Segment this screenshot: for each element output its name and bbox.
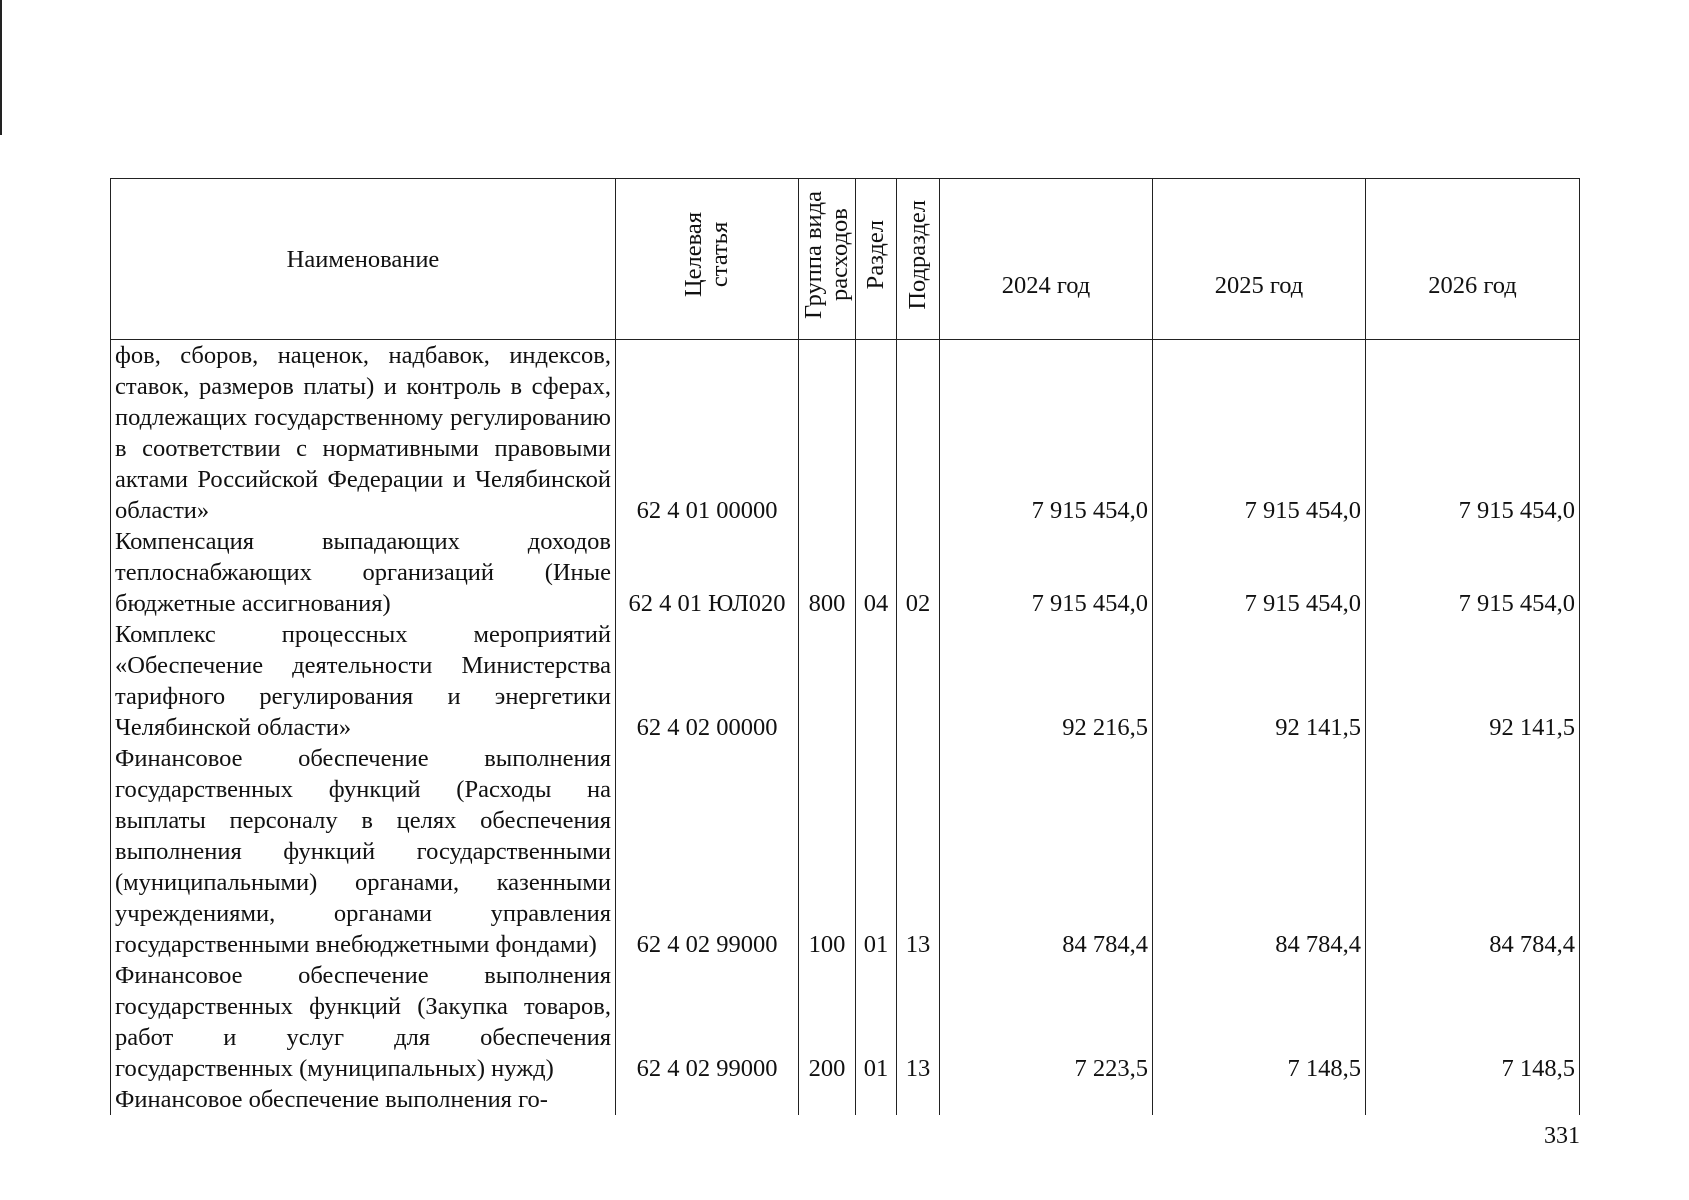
row-expense-group: 200 bbox=[799, 960, 856, 1084]
row-amount-2025: 7 915 454,0 bbox=[1153, 340, 1366, 527]
row-subsection: 02 bbox=[897, 526, 940, 619]
scan-edge-mark bbox=[0, 0, 2, 135]
page-number: 331 bbox=[1544, 1123, 1580, 1149]
row-expense-group: 100 bbox=[799, 743, 856, 960]
header-section-label: Раздел bbox=[862, 220, 889, 290]
row-name: фов, сборов, наценок, надбавок, индексов, ставок, размеров платы) и контроль в сферах, подлежащих государственному регулированию в соответствии с нормативными правовыми актами Российской Федерации и Челябинской области» bbox=[111, 340, 616, 527]
header-target-line2: статья bbox=[706, 222, 733, 288]
row-amount-2025 bbox=[1153, 1084, 1366, 1115]
row-amount-2024: 7 915 454,0 bbox=[940, 526, 1153, 619]
row-expense-group bbox=[799, 619, 856, 743]
header-section bbox=[856, 179, 897, 340]
row-name: Комплекс процессных мероприятий «Обеспечение деятельности Министерства тарифного регулирования и энергетики Челябинской области» bbox=[111, 619, 616, 743]
row-target-code: 62 4 02 00000 bbox=[616, 619, 799, 743]
header-2024: 2024 год bbox=[940, 179, 1153, 340]
table-row bbox=[111, 743, 1580, 960]
row-section: 04 bbox=[856, 526, 897, 619]
row-amount-2026: 92 141,5 bbox=[1366, 619, 1580, 743]
row-target-code: 62 4 01 00000 bbox=[616, 340, 799, 527]
row-target-code bbox=[616, 1084, 799, 1115]
row-amount-2024: 7 915 454,0 bbox=[940, 340, 1153, 527]
row-section bbox=[856, 619, 897, 743]
row-section bbox=[856, 1084, 897, 1115]
row-amount-2026: 7 148,5 bbox=[1366, 960, 1580, 1084]
header-target-article bbox=[616, 179, 799, 340]
row-amount-2026: 7 915 454,0 bbox=[1366, 340, 1580, 527]
row-target-code: 62 4 01 ЮЛ020 bbox=[616, 526, 799, 619]
header-2026: 2026 год bbox=[1366, 179, 1580, 340]
header-expense-group bbox=[799, 179, 856, 340]
row-amount-2024 bbox=[940, 1084, 1153, 1115]
row-subsection bbox=[897, 340, 940, 527]
row-expense-group bbox=[799, 340, 856, 527]
budget-table bbox=[110, 178, 1580, 1115]
row-amount-2024: 92 216,5 bbox=[940, 619, 1153, 743]
table-row bbox=[111, 960, 1580, 1084]
row-amount-2026: 7 915 454,0 bbox=[1366, 526, 1580, 619]
row-amount-2026 bbox=[1366, 1084, 1580, 1115]
header-name: Наименование bbox=[111, 179, 616, 340]
row-amount-2026: 84 784,4 bbox=[1366, 743, 1580, 960]
row-amount-2025: 84 784,4 bbox=[1153, 743, 1366, 960]
table-row bbox=[111, 340, 1580, 527]
table-row bbox=[111, 526, 1580, 619]
row-section bbox=[856, 340, 897, 527]
row-name: Финансовое обеспечение выполнения го- bbox=[111, 1084, 616, 1115]
row-name: Финансовое обеспечение выполнения государственных функций (Расходы на выплаты персоналу в целях обеспечения выполнения функций государственными (муниципальными) органами, казенными учреждениями, органами управления государственными внебюджетными фондами) bbox=[111, 743, 616, 960]
row-section: 01 bbox=[856, 960, 897, 1084]
row-expense-group: 800 bbox=[799, 526, 856, 619]
header-target-line1: Целевая bbox=[680, 212, 707, 298]
header-group-line1: Группа вида bbox=[800, 190, 827, 320]
header-2025: 2025 год bbox=[1153, 179, 1366, 340]
header-row bbox=[111, 179, 1580, 340]
row-subsection bbox=[897, 1084, 940, 1115]
row-name: Финансовое обеспечение выполнения государственных функций (Закупка товаров, работ и услуг для обеспечения государственных (муниципальных) нужд) bbox=[111, 960, 616, 1084]
row-amount-2024: 7 223,5 bbox=[940, 960, 1153, 1084]
row-name: Компенсация выпадающих доходов теплоснабжающих организаций (Иные бюджетные ассигнования) bbox=[111, 526, 616, 619]
row-amount-2025: 7 915 454,0 bbox=[1153, 526, 1366, 619]
row-target-code: 62 4 02 99000 bbox=[616, 960, 799, 1084]
row-subsection: 13 bbox=[897, 960, 940, 1084]
table-row bbox=[111, 1084, 1580, 1115]
row-subsection: 13 bbox=[897, 743, 940, 960]
row-amount-2024: 84 784,4 bbox=[940, 743, 1153, 960]
table-row bbox=[111, 619, 1580, 743]
row-amount-2025: 7 148,5 bbox=[1153, 960, 1366, 1084]
row-section: 01 bbox=[856, 743, 897, 960]
header-group-line2: расходов bbox=[826, 208, 853, 302]
header-subsection-label: Подраздел bbox=[904, 200, 931, 310]
row-target-code: 62 4 02 99000 bbox=[616, 743, 799, 960]
row-expense-group bbox=[799, 1084, 856, 1115]
row-subsection bbox=[897, 619, 940, 743]
header-subsection bbox=[897, 179, 940, 340]
row-amount-2025: 92 141,5 bbox=[1153, 619, 1366, 743]
